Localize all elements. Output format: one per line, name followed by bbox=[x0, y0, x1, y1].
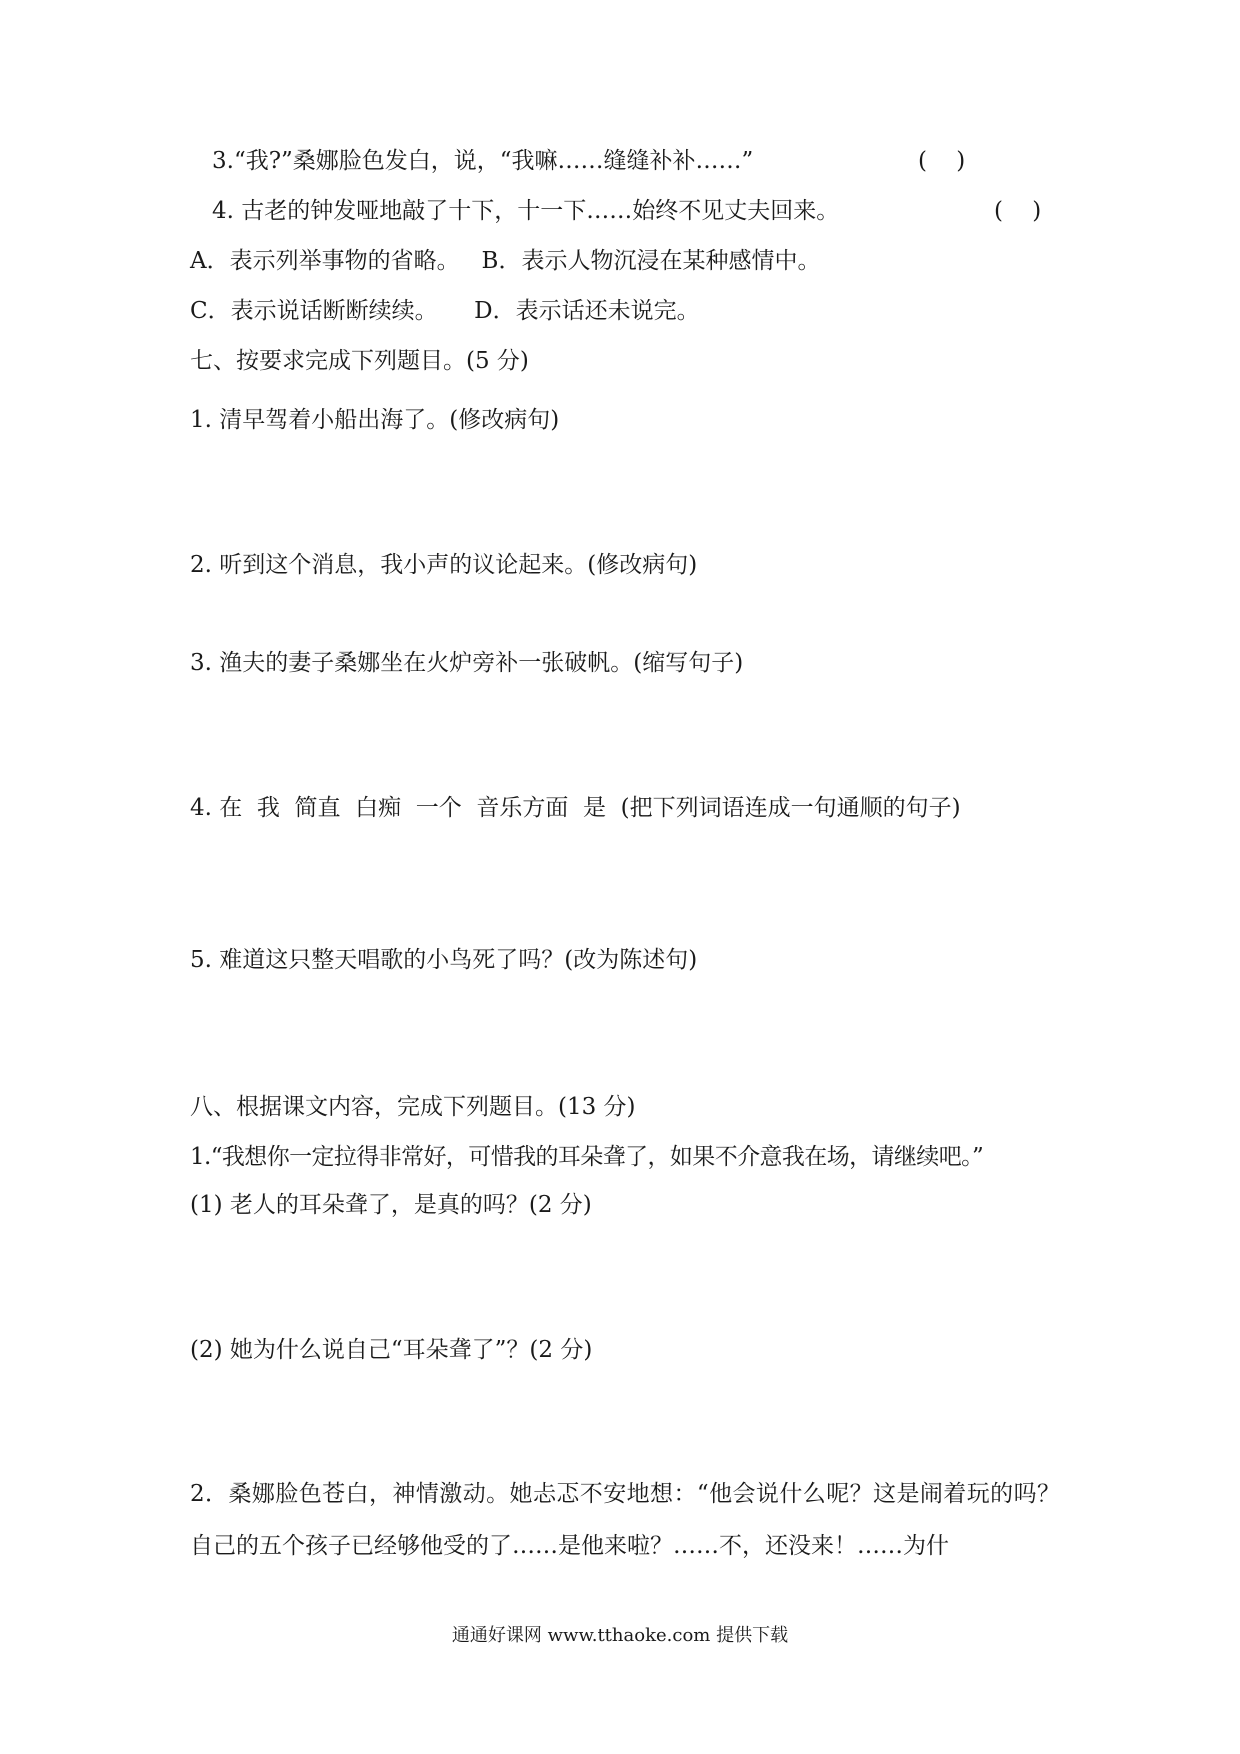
section-8-heading: 八、根据课文内容，完成下列题目。(13 分) bbox=[190, 1094, 636, 1120]
section-7-item-4: 4. 在 我 简直 白痴 一个 音乐方面 是 (把下列词语连成一句通顺的句子) bbox=[190, 795, 961, 821]
footer-credit: 通通好课网 www.tthaoke.com 提供下载 bbox=[451, 1625, 789, 1646]
section-7-item-5: 5. 难道这只整天唱歌的小鸟死了吗？(改为陈述句) bbox=[190, 947, 698, 973]
punctuation-item-4: 4. 古老的钟发哑地敲了十下，十一下……始终不见丈夫回来。 bbox=[212, 198, 840, 224]
section-7-item-1: 1. 清早驾着小船出海了。(修改病句) bbox=[190, 407, 560, 433]
section-7-heading: 七、按要求完成下列题目。(5 分) bbox=[190, 348, 529, 374]
option-line-cd: C．表示说话断断续续。 D．表示话还未说完。 bbox=[190, 298, 700, 324]
section-8-q1-sub-1: (1) 老人的耳朵聋了，是真的吗？(2 分) bbox=[190, 1192, 592, 1218]
answer-bracket-4: ( ) bbox=[994, 198, 1042, 224]
answer-bracket-3: ( ) bbox=[918, 148, 966, 174]
punctuation-item-3: 3.“我?”桑娜脸色发白，说，“我嘛……缝缝补补……” bbox=[212, 148, 754, 174]
section-7-item-2: 2. 听到这个消息，我小声的议论起来。(修改病句) bbox=[190, 552, 698, 578]
option-line-ab: A．表示列举事物的省略。 B．表示人物沉浸在某种感情中。 bbox=[190, 248, 821, 274]
section-8-q1-quote: 1.“我想你一定拉得非常好，可惜我的耳朵聋了，如果不介意我在场，请继续吧。” bbox=[190, 1144, 984, 1170]
section-8-q1-sub-2: (2) 她为什么说自己“耳朵聋了”？(2 分) bbox=[190, 1337, 593, 1363]
section-7-item-3: 3. 渔夫的妻子桑娜坐在火炉旁补一张破帆。(缩写句子) bbox=[190, 650, 744, 676]
section-8-q2-passage: 2．桑娜脸色苍白，神情激动。她忐忑不安地想：“他会说什么呢？这是闹着玩的吗？自己的五个孩子已经够他受的了……是他来啦？……不，还没来！……为什 bbox=[190, 1481, 1060, 1559]
